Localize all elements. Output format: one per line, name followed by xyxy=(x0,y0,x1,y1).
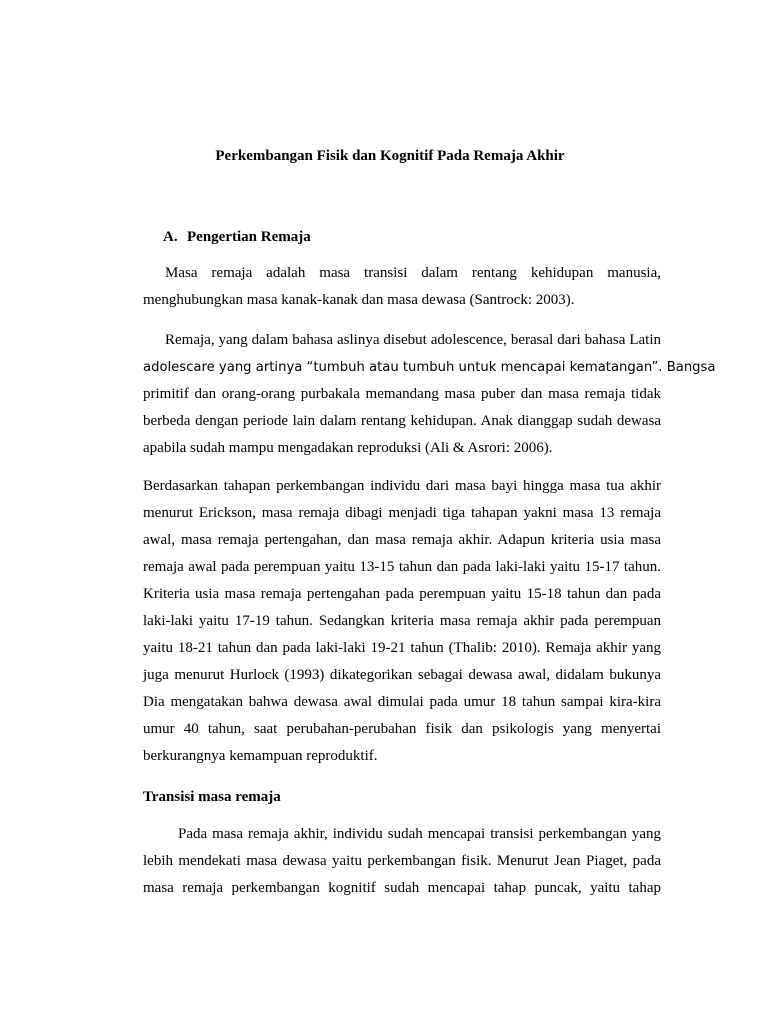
paragraph-line: remaja awal pada perempuan yaitu 13-15 tahun dan pada laki-laki yaitu 15-17 tahun. xyxy=(143,559,661,575)
paragraph-line: Dia mengatakan bahwa dewasa awal dimulai pada umur 18 tahun sampai kira-kira xyxy=(143,694,661,710)
paragraph-line: berbeda dengan periode lain dalam rentang kehidupan. Anak dianggap sudah dewasa xyxy=(143,413,661,429)
paragraph-line: masa remaja perkembangan kognitif sudah mencapai tahap puncak, yaitu tahap xyxy=(143,880,661,896)
paragraph-line: menurut Erickson, masa remaja dibagi menjadi tiga tahapan yakni masa 13 remaja xyxy=(143,505,661,521)
paragraph-line: lebih mendekati masa dewasa yaitu perkembangan fisik. Menurut Jean Piaget, pada xyxy=(143,853,661,869)
document-title: Perkembangan Fisik dan Kognitif Pada Remaja Akhir xyxy=(215,148,565,164)
paragraph-line: yaitu 18-21 tahun dan pada laki-laki 19-21 tahun (Thalib: 2010). Remaja akhir yang xyxy=(143,640,661,656)
paragraph-line: adolescare yang artinya “tumbuh atau tumbuh untuk mencapai kematangan”. Bangsa xyxy=(143,360,716,375)
paragraph-line: primitif dan orang-orang purbakala memandang masa puber dan masa remaja tidak xyxy=(143,386,661,402)
section-a-heading xyxy=(163,227,311,247)
paragraph-line: laki-laki yaitu 17-19 tahun. Sedangkan kriteria masa remaja akhir pada perempuan xyxy=(143,613,661,629)
paragraph-line: juga menurut Hurlock (1993) dikategorikan sebagai dewasa awal, didalam bukunya xyxy=(143,667,661,683)
paragraph-line: umur 40 tahun, saat perubahan-perubahan fisik dan psikologis yang menyertai xyxy=(143,721,661,737)
paragraph-line: Masa remaja adalah masa transisi dalam rentang kehidupan manusia, xyxy=(165,265,661,281)
paragraph-3 xyxy=(143,473,661,770)
paragraph-line: menghubungkan masa kanak-kanak dan masa dewasa (Santrock: 2003). xyxy=(143,292,575,308)
paragraph-line: Pada masa remaja akhir, individu sudah mencapai transisi perkembangan yang xyxy=(178,826,661,842)
paragraph-4 xyxy=(143,821,661,902)
section-b-heading: Transisi masa remaja xyxy=(143,789,281,805)
paragraph-line: Remaja, yang dalam bahasa aslinya disebut adolescence, berasal dari bahasa Latin xyxy=(165,332,661,348)
section-a-number: A. xyxy=(163,229,178,245)
paragraph-2 xyxy=(143,327,716,462)
paragraph-line: berkurangnya kemampuan reproduktif. xyxy=(143,748,378,764)
paragraph-line: apabila sudah mampu mengadakan reproduksi (Ali & Asrori: 2006). xyxy=(143,440,553,456)
paragraph-line: awal, masa remaja pertengahan, dan masa remaja akhir. Adapun kriteria usia masa xyxy=(143,532,661,548)
paragraph-line: Berdasarkan tahapan perkembangan individu dari masa bayi hingga masa tua akhir xyxy=(143,478,661,494)
paragraph-line: Kriteria usia masa remaja pertengahan pada perempuan yaitu 15-18 tahun dan pada xyxy=(143,586,661,602)
paragraph-1 xyxy=(143,260,661,314)
section-a-heading-text: Pengertian Remaja xyxy=(187,229,311,245)
